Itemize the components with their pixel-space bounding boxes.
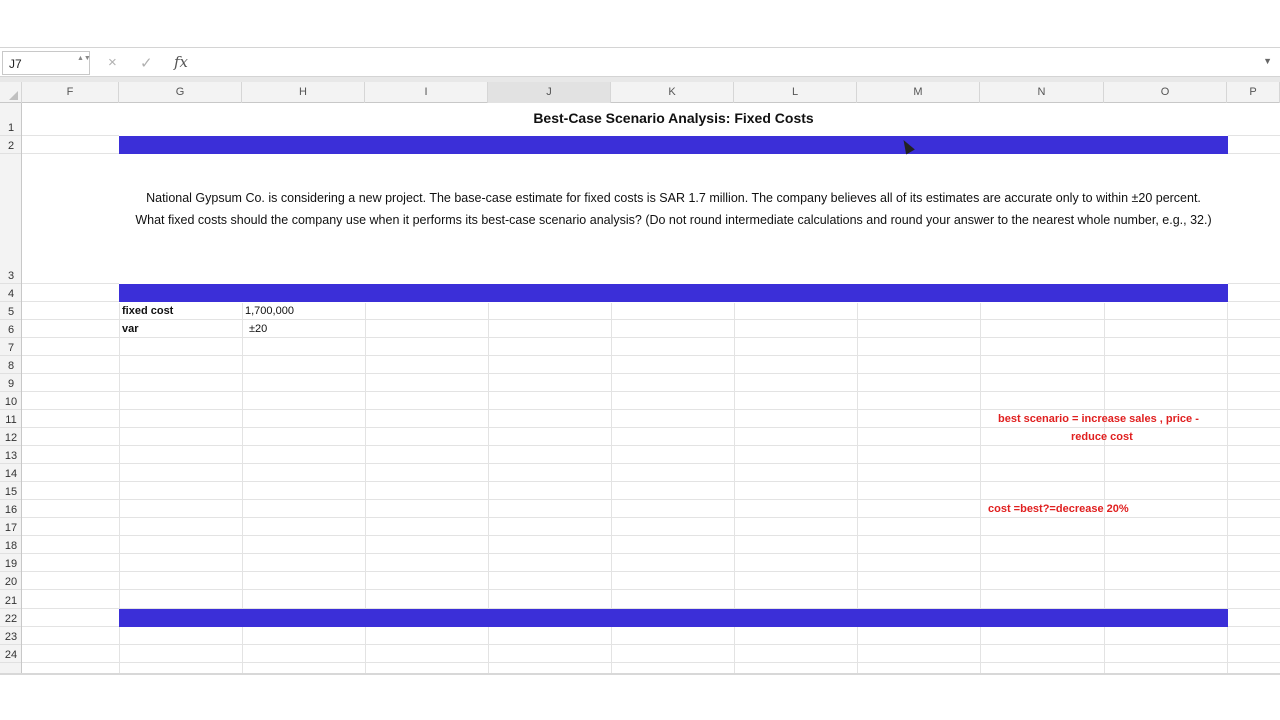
column-header-f[interactable]: F — [22, 82, 119, 103]
column-header-m[interactable]: M — [857, 82, 980, 103]
header-band-row-2 — [119, 136, 1228, 154]
grid-row-line — [22, 535, 1280, 536]
row-header-23[interactable]: 23 — [0, 627, 22, 645]
row-header-21[interactable]: 21 — [0, 590, 22, 609]
note-reduce-cost[interactable]: reduce cost — [1071, 431, 1133, 443]
column-header-k[interactable]: K — [611, 82, 734, 103]
enter-icon[interactable]: ✓ — [140, 55, 153, 72]
row-header-19[interactable]: 19 — [0, 554, 22, 572]
cell-h6[interactable]: ±20 — [249, 323, 268, 335]
select-all-corner[interactable] — [0, 82, 22, 103]
problem-statement[interactable]: National Gypsum Co. is considering a new project. The base-case estimate for fixed costs is SAR 1.7 million. The company believes all of its estimates are accurate only to within ±20 percent. What fixed costs should the company use when it performs its best-case scenario analysis? (Do not round intermediate calculations and round your answer to the nearest whole number, e.g., 32.) — [135, 191, 1212, 227]
name-box[interactable] — [2, 51, 90, 75]
row-header-20[interactable]: 20 — [0, 572, 22, 590]
header-band-row-4 — [119, 284, 1228, 302]
grid-row-line — [22, 517, 1280, 518]
grid-row-line — [22, 499, 1280, 500]
insert-function-icon[interactable]: fx — [174, 53, 189, 71]
column-header-h[interactable]: H — [242, 82, 365, 103]
column-header-j[interactable]: J — [488, 82, 611, 103]
grid-row-line — [22, 337, 1280, 338]
row-header-7[interactable]: 7 — [0, 338, 22, 356]
grid-row-line — [22, 355, 1280, 356]
grid-row-line — [22, 445, 1280, 446]
row-header-10[interactable]: 10 — [0, 392, 22, 410]
name-box-value: J7 — [9, 57, 22, 71]
row-header-11[interactable]: 11 — [0, 410, 22, 428]
row-header-5[interactable]: 5 — [0, 302, 22, 320]
grid-row-line — [22, 319, 1280, 320]
row-header-22[interactable]: 22 — [0, 609, 22, 627]
row-header-6[interactable]: 6 — [0, 320, 22, 338]
column-header-n[interactable]: N — [980, 82, 1104, 103]
column-header-p[interactable]: P — [1227, 82, 1280, 103]
grid-row-line — [22, 553, 1280, 554]
grid-row-line — [22, 662, 1280, 663]
cell-g6[interactable]: var — [122, 323, 139, 335]
row-header-1[interactable]: 1 — [0, 103, 22, 136]
grid-row-line — [22, 571, 1280, 572]
row-header-24[interactable]: 24 — [0, 645, 22, 663]
row-header-16[interactable]: 16 — [0, 500, 22, 518]
column-header-l[interactable]: L — [734, 82, 857, 103]
row-header — [0, 103, 22, 673]
row-header-12[interactable]: 12 — [0, 428, 22, 446]
formula-bar — [0, 47, 1280, 77]
grid-row-line — [22, 481, 1280, 482]
grid-row-line — [22, 589, 1280, 590]
grid-row-line — [22, 427, 1280, 428]
grid-row-line — [22, 463, 1280, 464]
cell-g5[interactable]: fixed cost — [122, 305, 174, 317]
row-header-2[interactable]: 2 — [0, 136, 22, 154]
formula-bar-expand-icon[interactable]: ▼ — [1263, 56, 1272, 66]
name-box-stepper-icon[interactable]: ▲▼ — [77, 55, 91, 62]
row-header-15[interactable]: 15 — [0, 482, 22, 500]
footer-band-row-22 — [119, 609, 1228, 627]
grid-row-line — [22, 644, 1280, 645]
column-header — [0, 82, 1280, 103]
note-cost-decrease[interactable]: cost =best?=decrease 20% — [988, 503, 1129, 515]
note-best-scenario[interactable]: best scenario = increase sales , price - — [998, 413, 1199, 425]
cell-grid[interactable] — [22, 103, 1280, 673]
grid-row-line — [22, 373, 1280, 374]
row-header-4[interactable]: 4 — [0, 284, 22, 302]
column-header-i[interactable]: I — [365, 82, 488, 103]
row-header-14[interactable]: 14 — [0, 464, 22, 482]
row-header-17[interactable]: 17 — [0, 518, 22, 536]
row-header-9[interactable]: 9 — [0, 374, 22, 392]
row-header-3[interactable]: 3 — [0, 154, 22, 284]
cell-h5[interactable]: 1,700,000 — [245, 305, 294, 317]
row-header-8[interactable]: 8 — [0, 356, 22, 374]
column-header-g[interactable]: G — [119, 82, 242, 103]
formula-input[interactable] — [200, 51, 1260, 75]
column-header-o[interactable]: O — [1104, 82, 1227, 103]
row-header-18[interactable]: 18 — [0, 536, 22, 554]
row-header-13[interactable]: 13 — [0, 446, 22, 464]
sheet-bottom-border — [0, 673, 1280, 675]
sheet-title[interactable]: Best-Case Scenario Analysis: Fixed Costs — [533, 110, 814, 126]
cancel-icon[interactable]: × — [108, 54, 117, 71]
grid-row-line — [22, 391, 1280, 392]
grid-row-line — [22, 409, 1280, 410]
